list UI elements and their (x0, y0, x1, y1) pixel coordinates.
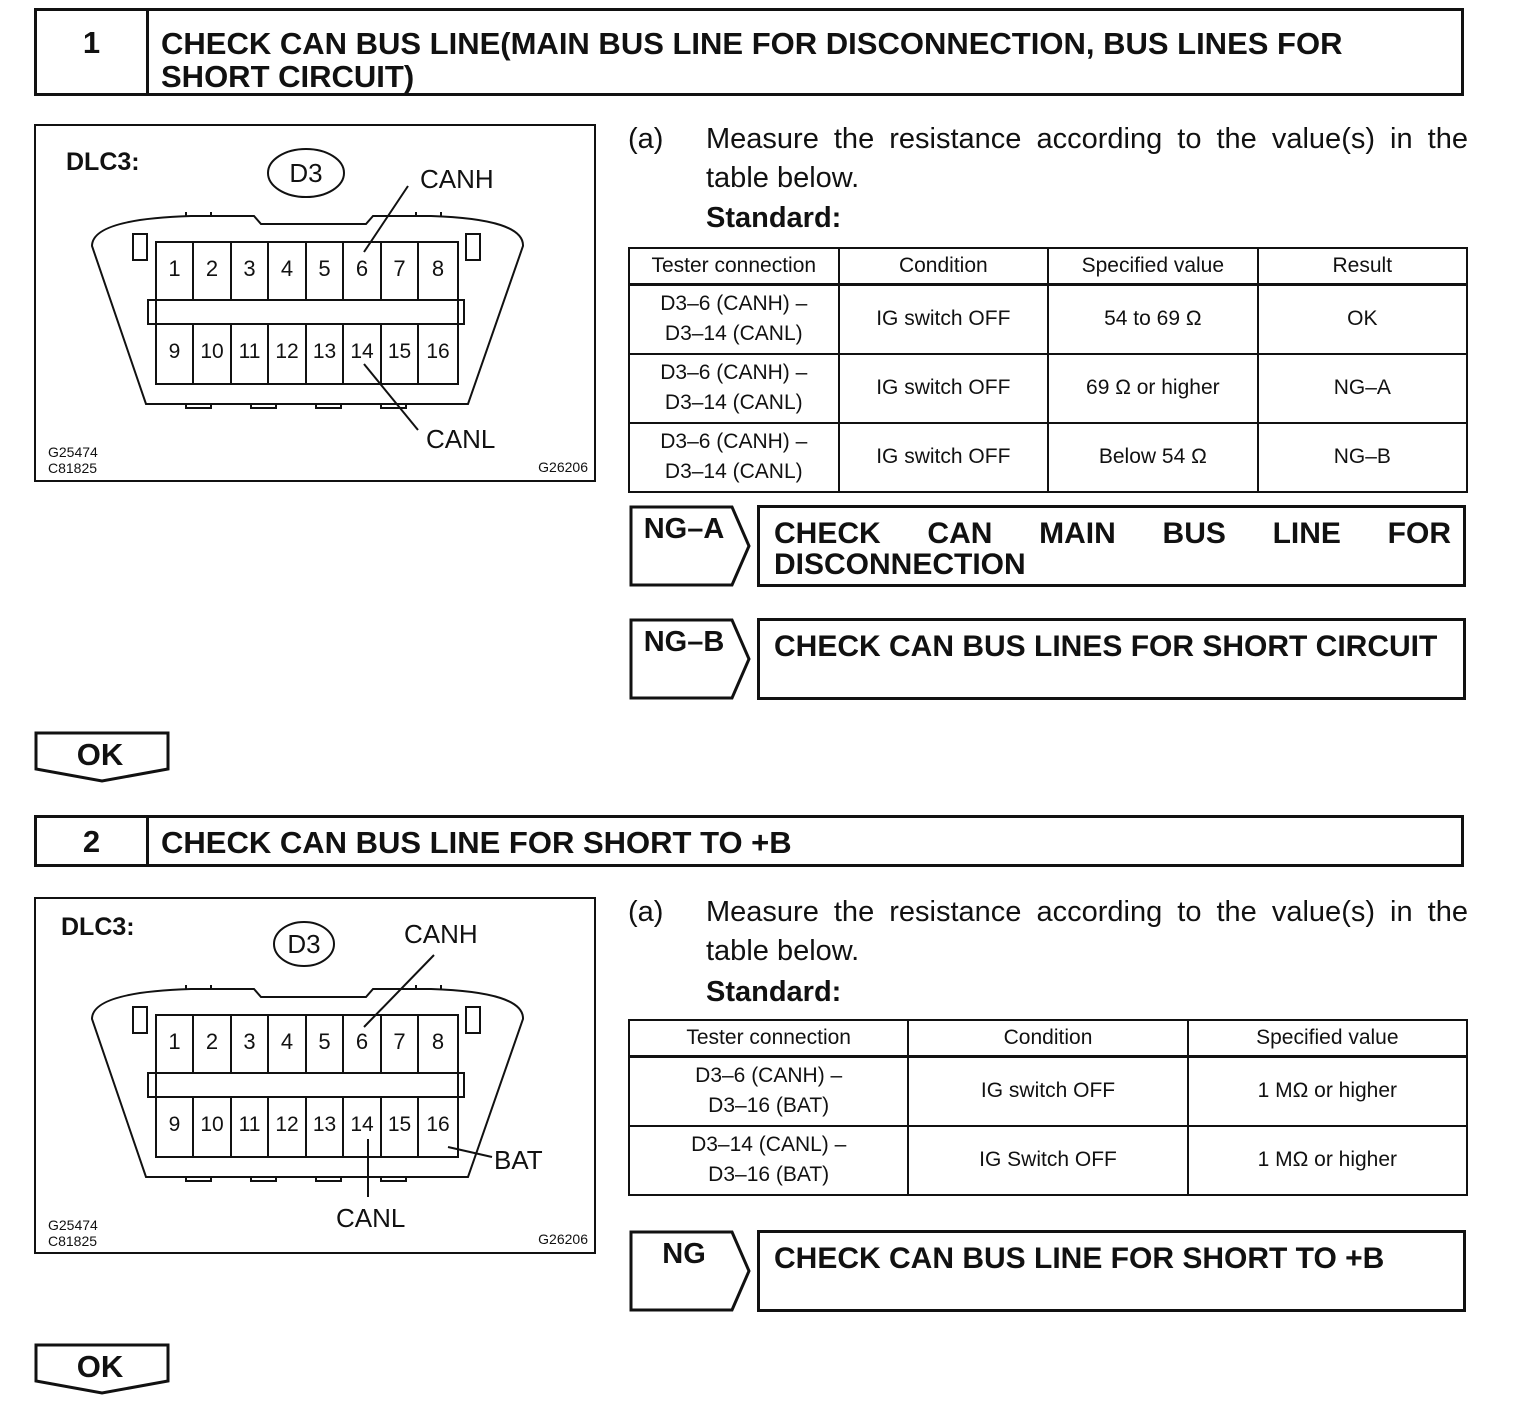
condition-cell: IG switch OFF (839, 423, 1049, 492)
bat-callout: BAT (494, 1145, 543, 1175)
result-cell: NG–A (1258, 354, 1467, 423)
pin-label: 2 (205, 256, 219, 281)
tester-connection-cell: D3–6 (CANH) – D3–14 (CANL) (629, 354, 839, 423)
connector-d3-label: D3 (287, 929, 321, 959)
ng-a-action-text: CHECK CAN MAIN BUS LINE FOR DISCONNECTION (774, 517, 1451, 581)
dlc3-label: DLC3: (61, 913, 135, 941)
tester-connection-cell: D3–6 (CANH) – D3–14 (CANL) (629, 423, 839, 492)
tester-connection-cell: D3–6 (CANH) – D3–16 (BAT) (629, 1057, 908, 1126)
figure-code-right: G26206 (538, 459, 588, 475)
ng-a-arrow[interactable] (628, 505, 752, 587)
pin-label: 7 (393, 1029, 406, 1054)
instruction-marker: (a) (628, 896, 664, 928)
pin-label: 11 (238, 1113, 261, 1136)
pin-row-bottom (156, 340, 458, 370)
condition-cell: IG switch OFF (839, 285, 1049, 354)
tester-connection-cell: D3–6 (CANH) – D3–14 (CANL) (629, 285, 839, 354)
canh-callout: CANH (404, 919, 478, 949)
pin-label: 4 (280, 256, 294, 281)
pin-label: 2 (205, 1029, 219, 1054)
pin-label: 13 (312, 340, 337, 363)
ng-action-text: CHECK CAN BUS LINE FOR SHORT TO +B (774, 1242, 1385, 1275)
pin-label: 15 (387, 340, 412, 363)
table-header-row (629, 1020, 1467, 1057)
table-row (629, 354, 1467, 423)
pin-label: 8 (431, 256, 445, 281)
ng-action-box[interactable] (757, 1230, 1466, 1312)
ok-arrow-2[interactable] (34, 1343, 172, 1395)
table-header-row (629, 248, 1467, 285)
pin-label: 10 (200, 340, 224, 363)
pin-row-top (156, 1029, 458, 1059)
pin-label: 8 (431, 1029, 445, 1054)
pin-label: 5 (318, 256, 331, 281)
ok-arrow-1[interactable] (34, 731, 172, 783)
specified-value-cell: 1 MΩ or higher (1188, 1057, 1467, 1126)
table-row (629, 285, 1467, 354)
step-1-title: CHECK CAN BUS LINE(MAIN BUS LINE FOR DISCONNECTION, BUS LINES FOR SHORT CIRCUIT) (161, 26, 1343, 94)
pin-label: 5 (318, 1029, 331, 1054)
pin-label: 15 (387, 1113, 412, 1136)
pin-label: 10 (200, 1113, 224, 1136)
standard-label: Standard: (706, 976, 842, 1008)
figure-code: G25474 (48, 1217, 98, 1233)
instruction-text: Measure the resistance according to the value(s) in the table below. (706, 123, 1468, 194)
pin-label: 6 (355, 256, 369, 281)
figure-code-left (48, 444, 98, 476)
pin-label: 7 (393, 256, 406, 281)
figure-code-right: G26206 (538, 1231, 588, 1247)
condition-cell: IG Switch OFF (908, 1126, 1187, 1195)
pin-label: 13 (312, 1113, 337, 1136)
condition-cell: IG switch OFF (908, 1057, 1187, 1126)
pin-label: 3 (243, 256, 256, 281)
specified-value-cell: 54 to 69 Ω (1048, 285, 1258, 354)
table-row (629, 1126, 1467, 1195)
result-cell: OK (1258, 285, 1467, 354)
figure-code-left (48, 1217, 98, 1249)
ng-arrow[interactable] (628, 1230, 752, 1312)
table-header: Condition (839, 248, 1049, 285)
ng-label: NG (662, 1238, 706, 1270)
pin-label: 11 (238, 340, 261, 363)
pin-label: 9 (168, 340, 181, 363)
canl-callout: CANL (426, 424, 496, 454)
dlc3-label: DLC3: (66, 148, 140, 176)
table-row (629, 1057, 1467, 1126)
table-header: Specified value (1188, 1020, 1467, 1057)
pin-label: 1 (168, 256, 181, 281)
pin-label: 16 (426, 340, 450, 363)
pin-label: 12 (275, 340, 299, 363)
condition-cell: IG switch OFF (839, 354, 1049, 423)
pin-label: 3 (243, 1029, 256, 1054)
specified-value-cell: 69 Ω or higher (1048, 354, 1258, 423)
standard-label: Standard: (706, 202, 842, 234)
table-header: Specified value (1048, 248, 1258, 285)
table-header: Tester connection (629, 248, 839, 285)
step-2-dlc3-diagram (34, 897, 596, 1254)
pin-label: 14 (350, 340, 374, 363)
canl-callout: CANL (336, 1203, 406, 1233)
figure-code: C81825 (48, 1233, 98, 1249)
pin-label: 14 (350, 1113, 374, 1136)
table-row (629, 423, 1467, 492)
ng-b-action-text: CHECK CAN BUS LINES FOR SHORT CIRCUIT (774, 630, 1438, 663)
ng-b-action-box[interactable] (757, 618, 1466, 700)
ok-label: OK (76, 1349, 124, 1384)
table-header: Tester connection (629, 1020, 908, 1057)
ng-a-label: NG–A (643, 513, 725, 545)
step-1-spec-table (628, 247, 1468, 493)
step-2-header (34, 815, 1464, 867)
step-2-instruction (628, 893, 1468, 1013)
step-2-spec-table (628, 1019, 1468, 1196)
table-header: Condition (908, 1020, 1187, 1057)
step-1-number: 1 (37, 11, 149, 93)
specified-value-cell: Below 54 Ω (1048, 423, 1258, 492)
figure-code: C81825 (48, 460, 98, 476)
ng-a-action-box[interactable] (757, 505, 1466, 587)
tester-connection-cell: D3–14 (CANL) – D3–16 (BAT) (629, 1126, 908, 1195)
ng-b-arrow[interactable] (628, 618, 752, 700)
step-1-header (34, 8, 1464, 96)
ng-b-label: NG–B (643, 626, 725, 658)
instruction-text: Measure the resistance according to the value(s) in the table below. (706, 896, 1468, 967)
connector-d3-label: D3 (289, 158, 323, 188)
pin-label: 1 (168, 1029, 181, 1054)
table-header: Result (1258, 248, 1467, 285)
pin-label: 9 (168, 1113, 181, 1136)
canh-callout: CANH (420, 164, 494, 194)
pin-row-top (156, 256, 458, 286)
pin-row-bottom (156, 1113, 458, 1143)
figure-code: G25474 (48, 444, 98, 460)
pin-label: 16 (426, 1113, 450, 1136)
pin-label: 4 (280, 1029, 294, 1054)
step-1-instruction (628, 120, 1468, 240)
step-2-number: 2 (37, 818, 149, 864)
specified-value-cell: 1 MΩ or higher (1188, 1126, 1467, 1195)
pin-label: 12 (275, 1113, 299, 1136)
result-cell: NG–B (1258, 423, 1467, 492)
ok-label: OK (76, 737, 124, 772)
step-1-dlc3-diagram (34, 124, 596, 482)
pin-label: 6 (355, 1029, 369, 1054)
instruction-marker: (a) (628, 123, 664, 155)
step-2-title: CHECK CAN BUS LINE FOR SHORT TO +B (161, 825, 792, 860)
